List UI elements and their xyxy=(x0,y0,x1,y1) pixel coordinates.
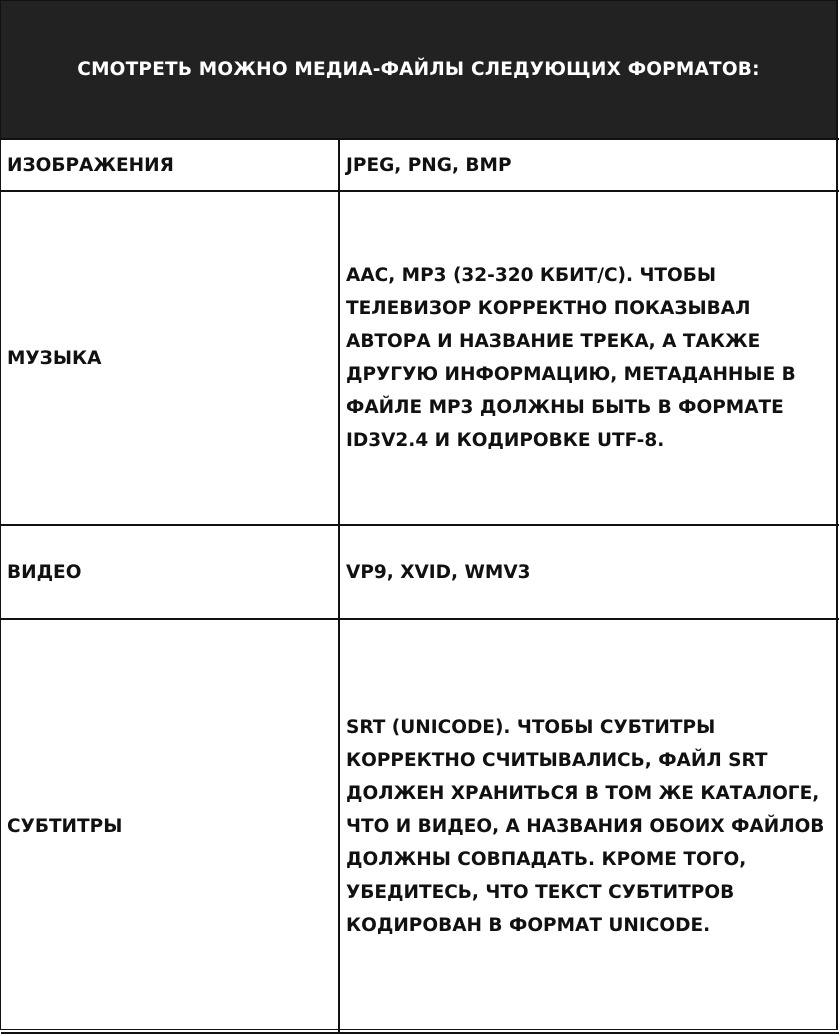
table-row xyxy=(1,191,839,525)
table-row xyxy=(1,139,839,191)
page-title: СМОТРЕТЬ МОЖНО МЕДИА-ФАЙЛЫ СЛЕДУЮЩИХ ФОРМАТОВ: xyxy=(77,59,760,80)
header-bar xyxy=(1,1,836,138)
formats-cell: VP9, XVID, WMV3 xyxy=(339,525,839,619)
media-type-cell: ВИДЕО xyxy=(1,525,339,619)
media-type-cell: МУЗЫКА xyxy=(1,191,339,525)
formats-table xyxy=(1,138,839,1034)
formats-cell: AAC, MP3 (32-320 КБИТ/С). ЧТОБЫ ТЕЛЕВИЗОР КОРРЕКТНО ПОКАЗЫВАЛ АВТОРА И НАЗВАНИЕ ТРЕКА, А ТАКЖЕ ДРУГУЮ ИНФОРМАЦИЮ, МЕТАДАННЫЕ В ФАЙЛЕ MP3 ДОЛЖНЫ БЫТЬ В ФОРМАТЕ ID3V2.4 И КОДИРОВКЕ UTF-8. xyxy=(339,191,839,525)
formats-cell: JPEG, PNG, BMP xyxy=(339,139,839,191)
table-row xyxy=(1,525,839,619)
media-type-cell: ИЗОБРАЖЕНИЯ xyxy=(1,139,339,191)
formats-cell: SRT (UNICODE). ЧТОБЫ СУБТИТРЫ КОРРЕКТНО СЧИТЫВАЛИСЬ, ФАЙЛ SRT ДОЛЖЕН ХРАНИТЬСЯ В ТОМ ЖЕ КАТАЛОГЕ, ЧТО И ВИДЕО, А НАЗВАНИЯ ОБОИХ ФАЙЛОВ ДОЛЖНЫ СОВПАДАТЬ. КРОМЕ ТОГО, УБЕДИТЕСЬ, ЧТО ТЕКСТ СУБТИТРОВ КОДИРОВАН В ФОРМАТ UNICODE. xyxy=(339,619,839,1033)
media-type-cell: СУБТИТРЫ xyxy=(1,619,339,1033)
table-row xyxy=(1,619,839,1033)
